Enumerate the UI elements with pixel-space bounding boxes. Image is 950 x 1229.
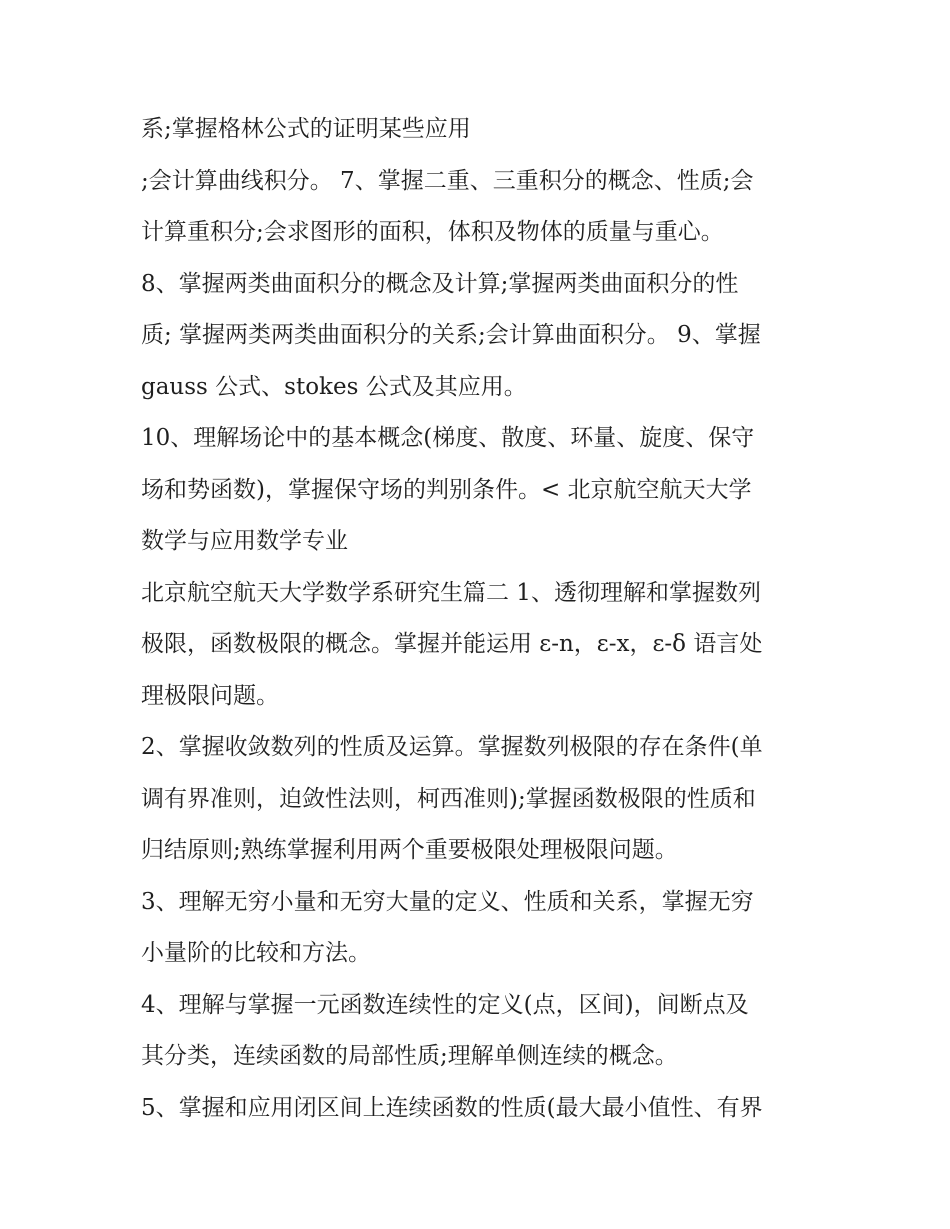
text-line: 计算重积分;会求图形的面积，体积及物体的质量与重心。 [141,219,724,245]
text-line: 10、理解场论中的基本概念(梯度、散度、环量、旋度、保守 [141,425,755,451]
text-line: 系;掌握格林公式的证明某些应用 [141,116,471,142]
text-line: 极限，函数极限的概念。掌握并能运用 ε-n，ε-x，ε-δ 语言处 [141,631,763,657]
text-line: 理极限问题。 [141,682,279,709]
text-line: 小量阶的比较和方法。 [141,940,371,966]
text-line: 3、理解无穷小量和无穷大量的定义、性质和关系，掌握无穷 [141,888,754,915]
text-line: 北京航空航天大学数学系研究生篇二 1、透彻理解和掌握数列 [141,579,761,606]
text-line: 调有界准则，迫敛性法则，柯西准则);掌握函数极限的性质和 [141,785,756,812]
text-line: 2、掌握收敛数列的性质及运算。掌握数列极限的存在条件(单 [141,734,763,760]
text-line: 场和势函数)，掌握保守场的判别条件。< 北京航空航天大学 [141,476,752,503]
text-line: 其分类，连续函数的局部性质;理解单侧连续的概念。 [141,1043,678,1069]
text-line: 归结原则;熟练掌握利用两个重要极限处理极限问题。 [141,837,678,863]
text-line: gauss 公式、stokes 公式及其应用。 [141,373,527,400]
text-line: 质; 掌握两类两类曲面积分的关系;会计算曲面积分。 9、掌握 [141,322,761,348]
text-line: ;会计算曲线积分。 7、掌握二重、三重积分的概念、性质;会 [141,167,754,194]
text-line: 5、掌握和应用闭区间上连续函数的性质(最大最小值性、有界 [141,1094,763,1121]
text-line: 数学与应用数学专业 [141,528,348,554]
document-body [141,104,821,1134]
text-line: 8、掌握两类曲面积分的概念及计算;掌握两类曲面积分的性 [141,270,739,297]
text-line: 4、理解与掌握一元函数连续性的定义(点，区间)，间断点及 [141,991,749,1018]
